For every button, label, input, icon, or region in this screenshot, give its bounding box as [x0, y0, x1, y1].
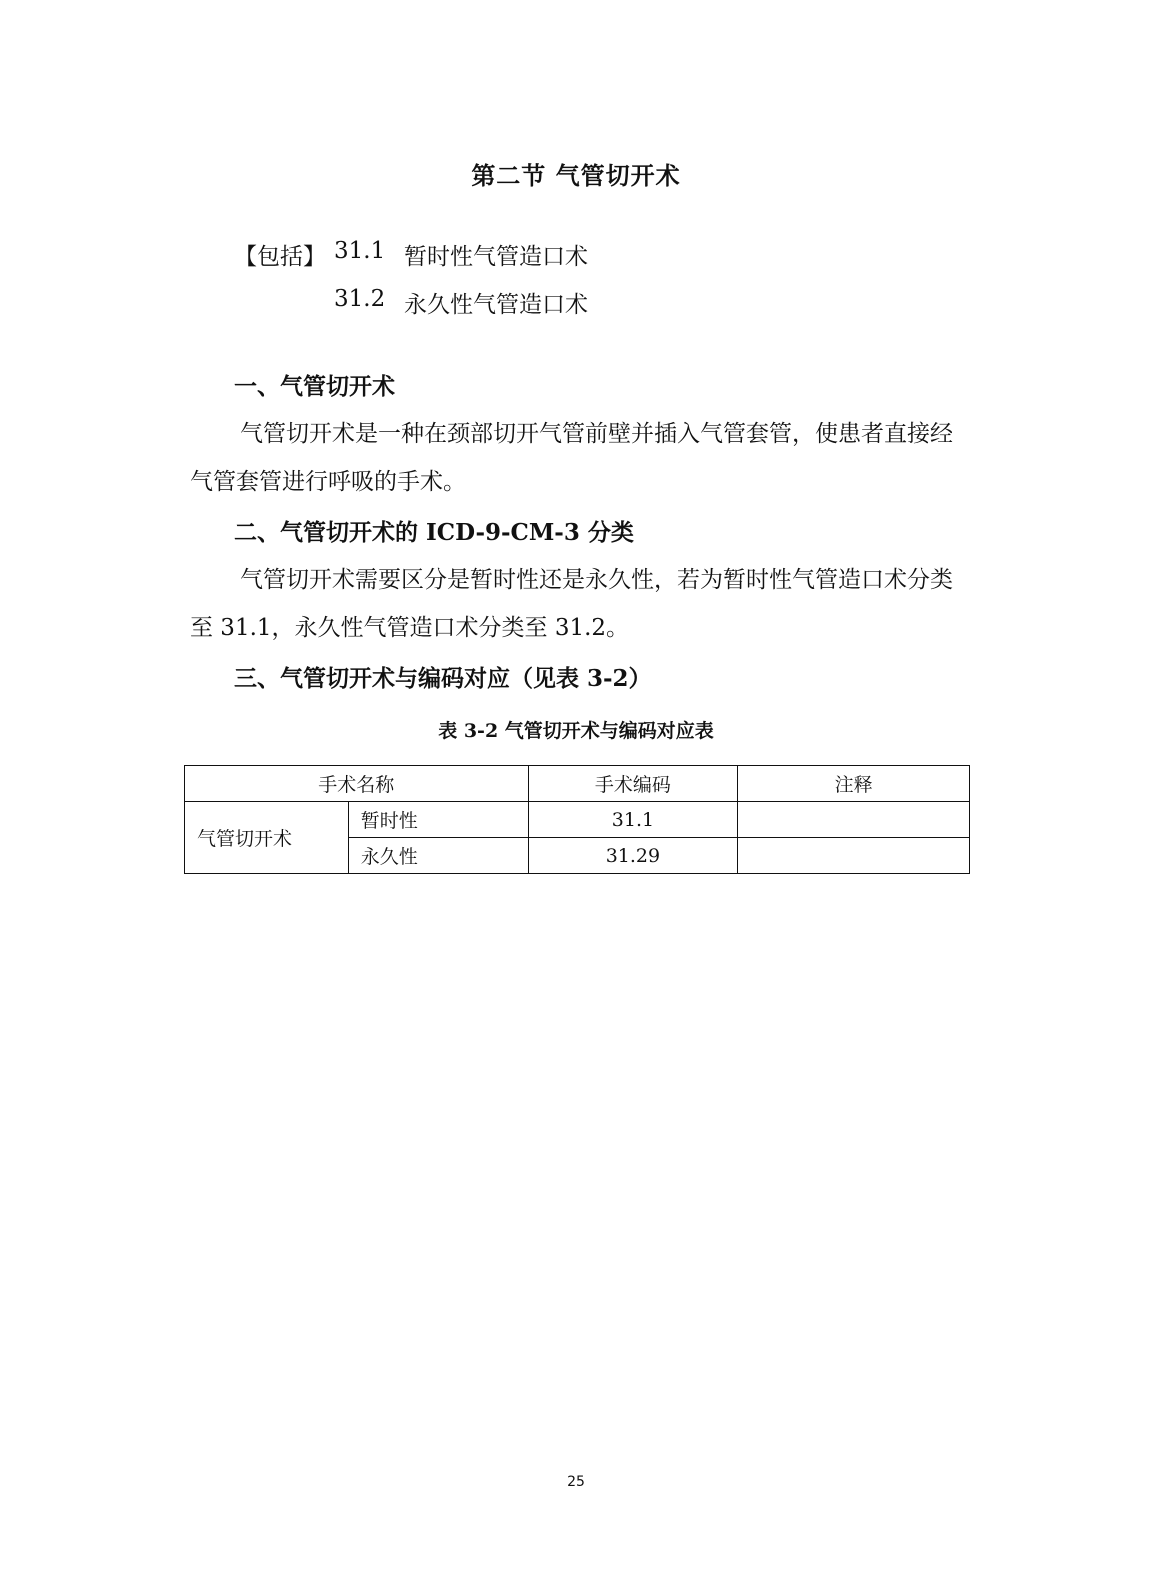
procedure-code-cell: 31.29 [528, 838, 738, 874]
header-procedure-name: 手术名称 [185, 766, 529, 802]
paragraph-classification: 气管切开术需要区分是暂时性还是永久性，若为暂时性气管造口术分类至 31.1，永久性气管造口术分类至 31.2。 [190, 567, 953, 641]
includes-label: 【包括】 [234, 244, 326, 270]
procedure-note-cell [738, 802, 970, 838]
heading-code-mapping: 三、气管切开术与编码对应（见表 3-2） [234, 665, 652, 692]
procedure-group-cell: 气管切开术 [185, 802, 349, 874]
paragraph-definition: 气管切开术是一种在颈部切开气管前壁并插入气管套管，使患者直接经气管套管进行呼吸的手术。 [190, 421, 953, 495]
header-note: 注释 [738, 766, 970, 802]
heading-classification: 二、气管切开术的 ICD-9-CM-3 分类 [234, 519, 634, 546]
code-mapping-table [184, 765, 970, 874]
procedure-type-cell: 暂时性 [348, 802, 528, 838]
page-number: 25 [567, 1474, 585, 1490]
table-row [185, 802, 970, 838]
header-procedure-code: 手术编码 [528, 766, 738, 802]
table-header-row [185, 766, 970, 802]
procedure-code-cell: 31.1 [528, 802, 738, 838]
include-name-2: 永久性气管造口术 [404, 292, 588, 318]
procedure-note-cell [738, 838, 970, 874]
include-name-1: 暂时性气管造口术 [404, 244, 588, 270]
heading-definition: 一、气管切开术 [234, 373, 395, 400]
procedure-type-cell: 永久性 [348, 838, 528, 874]
table-caption: 表 3-2 气管切开术与编码对应表 [438, 720, 714, 742]
include-code-1: 31.1 [334, 238, 386, 264]
section-title: 第二节 气管切开术 [471, 161, 681, 190]
include-code-2: 31.2 [334, 286, 386, 312]
